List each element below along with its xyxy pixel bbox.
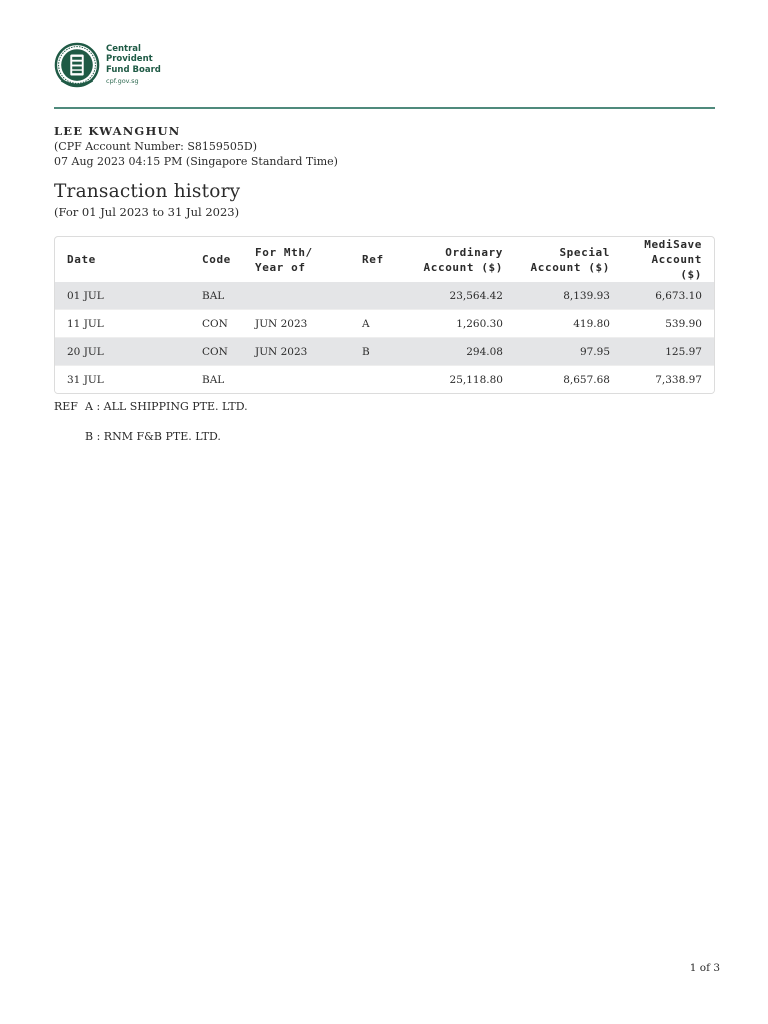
header-ordinary-account <box>405 237 515 282</box>
cell-for-month <box>243 366 350 394</box>
cell-for-month <box>243 282 350 310</box>
header-date: Date <box>67 253 96 266</box>
transaction-table-container <box>54 236 715 394</box>
cell-special: 97.95 <box>515 338 622 366</box>
cell-medisave: 539.90 <box>622 310 714 338</box>
header-ma-line2: Account ($) <box>651 253 702 281</box>
cpf-seal-icon <box>54 41 100 89</box>
cell-ref <box>350 282 405 310</box>
transaction-table <box>55 237 714 393</box>
reference-legend <box>54 400 248 460</box>
cell-date: 31 JUL <box>55 366 190 394</box>
header-ma-line1: MediSave <box>644 238 702 251</box>
cell-ordinary: 1,260.30 <box>405 310 515 338</box>
cell-for-month: JUN 2023 <box>243 338 350 366</box>
cell-code: CON <box>190 338 243 366</box>
table-row <box>55 282 714 310</box>
reference-item: A : ALL SHIPPING PTE. LTD. <box>85 400 248 413</box>
cell-code: BAL <box>190 366 243 394</box>
cpf-logo <box>54 41 161 89</box>
page-number: 1 of 3 <box>689 962 720 974</box>
account-holder-block <box>54 124 338 169</box>
cell-date: 11 JUL <box>55 310 190 338</box>
cell-special: 8,657.68 <box>515 366 622 394</box>
logo-line-1: Central <box>106 43 141 54</box>
header-special-account <box>515 237 622 282</box>
account-number: (CPF Account Number: S8159505D) <box>54 140 258 153</box>
header-oa-line2: Account ($) <box>423 260 503 274</box>
cell-ordinary: 23,564.42 <box>449 289 503 302</box>
header-medisave-account <box>622 237 714 282</box>
table-header-row <box>55 237 714 282</box>
cell-special: 419.80 <box>515 310 622 338</box>
logo-line-2: Provident <box>106 54 153 64</box>
header-sa-line1: Special <box>559 245 610 259</box>
header-for-month <box>243 237 350 282</box>
header-sa-line2: Account ($) <box>530 260 610 274</box>
cell-date: 01 JUL <box>67 289 104 302</box>
cell-ordinary: 25,118.80 <box>405 366 515 394</box>
header-ref: Ref <box>362 253 384 266</box>
reference-label: REF <box>54 400 78 413</box>
statement-period: (For 01 Jul 2023 to 31 Jul 2023) <box>54 205 240 219</box>
cell-code: CON <box>190 310 243 338</box>
cell-medisave: 6,673.10 <box>655 289 702 302</box>
cell-code: BAL <box>202 289 225 302</box>
page-title: Transaction history <box>54 181 241 202</box>
header-for-month-line1: For Mth/ <box>255 245 313 259</box>
logo-url: cpf.gov.sg <box>106 77 139 85</box>
reference-row <box>54 430 248 460</box>
logo-line-3: Fund Board <box>106 64 161 75</box>
header-divider <box>54 107 715 109</box>
header-for-month-line2: Year of <box>255 260 306 274</box>
reference-row <box>54 400 248 430</box>
cell-special: 8,139.93 <box>563 289 610 302</box>
holder-name: LEE KWANGHUN <box>54 124 181 138</box>
header-oa-line1: Ordinary <box>445 245 503 259</box>
header-code: Code <box>202 253 231 266</box>
cell-for-month: JUN 2023 <box>243 310 350 338</box>
table-row <box>55 310 714 338</box>
cell-medisave: 7,338.97 <box>622 366 714 394</box>
cell-ref: A <box>350 310 405 338</box>
reference-item: B : RNM F&B PTE. LTD. <box>85 430 221 443</box>
statement-timestamp: 07 Aug 2023 04:15 PM (Singapore Standard Time) <box>54 155 338 168</box>
logo-wordmark <box>106 44 161 87</box>
table-row <box>55 338 714 366</box>
cell-ordinary: 294.08 <box>405 338 515 366</box>
cell-ref <box>350 366 405 394</box>
cell-ref: B <box>350 338 405 366</box>
table-row <box>55 366 714 394</box>
cell-date: 20 JUL <box>55 338 190 366</box>
cell-medisave: 125.97 <box>622 338 714 366</box>
